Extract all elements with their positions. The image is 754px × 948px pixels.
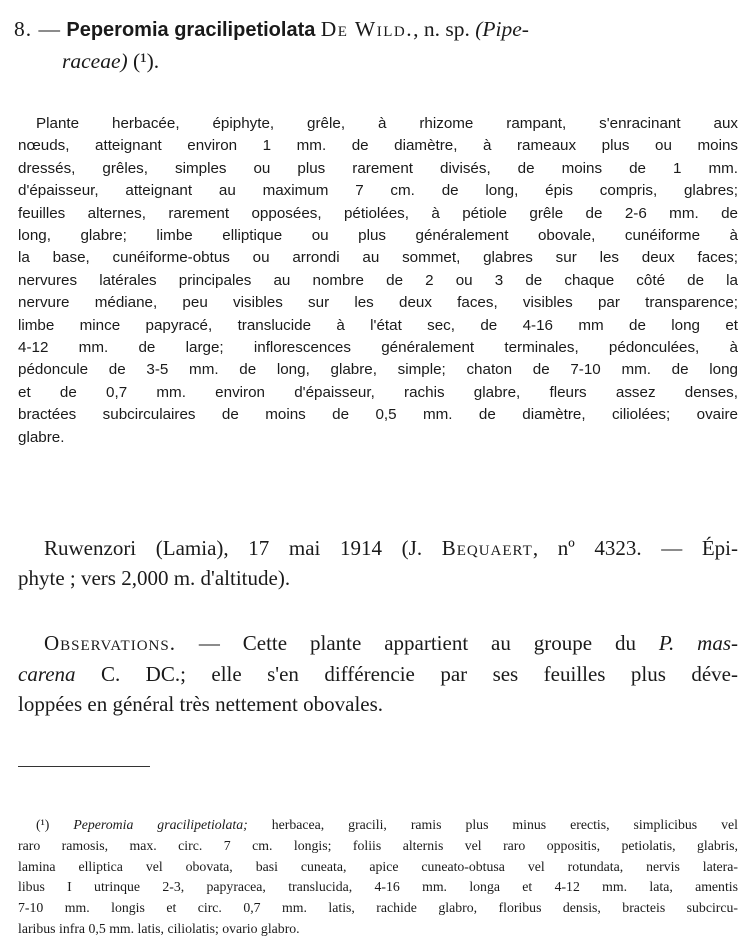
- species-heading: [14, 14, 738, 77]
- description-line: long, glabre; limbe elliptique ou plus généralement obovale, cunéiforme à: [18, 227, 738, 245]
- footnote-text-1: herbacea, gracili, ramis plus minus erectis, simplicibus vel: [271, 817, 739, 832]
- observations-label: Observations.: [44, 631, 176, 655]
- locality-line-2: phyte ; vers 2,000 m. d'altitude).: [18, 565, 291, 590]
- footnote-species: Peperomia gracilipetiolata;: [73, 817, 248, 832]
- footnote-divider: [18, 766, 150, 767]
- description-line: bractées subcirculaires de moins de 0,5 mm. de diamètre, ciliolées; ovaire: [18, 406, 738, 424]
- collector-name: Bequaert: [441, 536, 533, 560]
- species-description: [18, 113, 738, 449]
- locality-paragraph: [18, 534, 738, 593]
- family-name-end: raceae): [62, 49, 128, 73]
- description-line: glabre.: [18, 428, 65, 446]
- species-status: , n. sp.: [413, 17, 470, 41]
- footnote-reference: (¹).: [133, 49, 160, 73]
- observations-text-1: — Cette plante appartient au groupe du: [198, 631, 636, 655]
- footnote-line: raro ramosis, max. circ. 7 cm. longis; foliis alternis vel raro oppositis, petiolatis, glabris,: [18, 837, 738, 853]
- locality-text: Ruwenzori (Lamia), 17 mai 1914 (J.: [44, 536, 423, 560]
- footnote-line: laribus infra 0,5 mm. latis, ciliolatis; ovario glabro.: [18, 920, 300, 936]
- related-genus: P. mas-: [658, 631, 739, 655]
- related-epithet: carena: [18, 661, 76, 686]
- description-line: limbe mince papyracé, translucide à l'état sec, de 4-16 mm de long et: [18, 316, 738, 334]
- description-line: feuilles alternes, rarement opposées, pétiolées, à pétiole grêle de 2-6 mm. de: [18, 204, 738, 222]
- footnote: [18, 815, 738, 940]
- family-name-start: (Pipe-: [475, 17, 529, 41]
- footnote-marker: (¹): [36, 817, 50, 832]
- species-author: De Wild.: [320, 17, 414, 41]
- footnote-line: libus I utrinque 2-3, papyracea, translucida, 4-16 mm. longa et 4-12 mm. lata, amentis: [18, 879, 738, 895]
- species-name: Peperomia gracilipetiolata: [66, 19, 316, 41]
- description-line: nervure médiane, peu visibles sur les deux faces, visibles par transparence;: [18, 294, 738, 312]
- description-line: nervures latérales principales au nombre de 2 ou 3 de chaque côté de la: [18, 271, 738, 289]
- description-line: dressés, grêles, simples ou plus rarement divisés, de moins de 1 mm.: [18, 159, 738, 177]
- observations-text-2: C. DC.; elle s'en différencie par ses feuilles plus déve-: [100, 661, 738, 686]
- description-line: et de 0,7 mm. environ d'épaisseur, rachis glabre, fleurs assez denses,: [18, 383, 738, 401]
- description-line: 4-12 mm. de large; inflorescences généralement terminales, pédonculées, à: [18, 339, 738, 357]
- description-line: la base, cunéiforme-obtus ou arrondi au sommet, glabres sur les deux faces;: [18, 249, 738, 267]
- footnote-line: 7-10 mm. longis et circ. 0,7 mm. latis, rachide glabro, floribus densis, bracteis subcircu-: [18, 900, 738, 916]
- description-line: d'épaisseur, atteignant au maximum 7 cm. de long, épis compris, glabres;: [18, 182, 738, 200]
- entry-number: 8. —: [14, 17, 61, 41]
- observations-paragraph: [18, 628, 738, 720]
- locality-number: , nº 4323. — Épi-: [532, 536, 739, 560]
- observations-text-3: loppées en général très nettement obovales.: [18, 692, 384, 716]
- description-line: nœuds, atteignant environ 1 mm. de diamètre, à rameaux plus ou moins: [18, 137, 738, 155]
- description-line: Plante herbacée, épiphyte, grêle, à rhizome rampant, s'enracinant aux: [36, 115, 738, 132]
- description-line: pédoncule de 3-5 mm. de long, glabre, simple; chaton de 7-10 mm. de long: [18, 361, 738, 379]
- footnote-line: lamina elliptica vel obovata, basi cuneata, apice cuneato-obtusa vel rotundata, nervis latera-: [18, 858, 738, 874]
